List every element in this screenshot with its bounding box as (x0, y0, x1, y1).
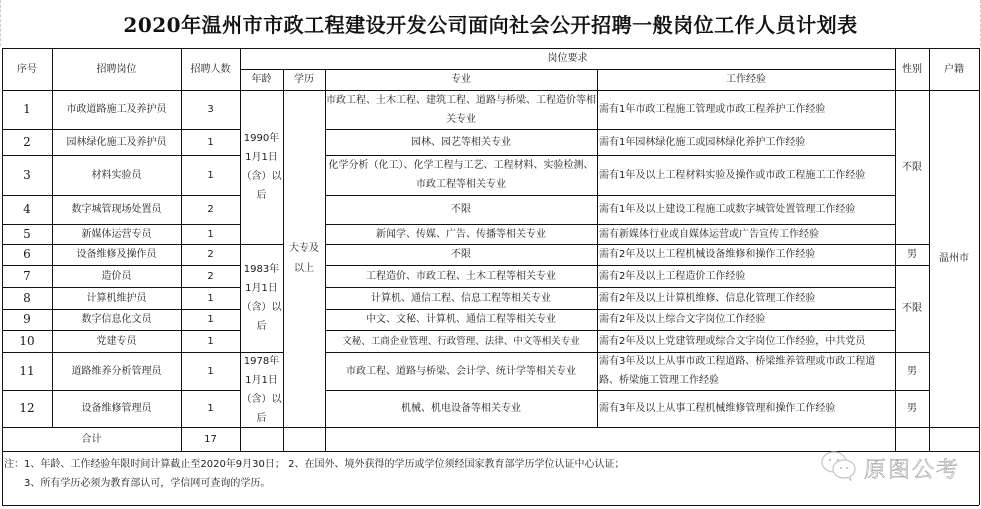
row-9-experience: 需有2年及以上综合文字岗位工作经验 (599, 314, 766, 325)
row-11-count: 1 (207, 365, 214, 377)
row-3-experience: 需有1年及以上工程材料实验及操作或市政工程施工工作经验 (599, 169, 866, 181)
row-12-seq: 12 (19, 401, 35, 415)
row-8-experience: 需有2年及以上计算机维修、信息化管理工作经验 (599, 292, 816, 304)
row-11-experience: 需有3年及以上从事市政工程道路、桥梁维养管理或市政工程道路、桥梁施工管理工作经验 (599, 356, 876, 386)
row-8-seq: 8 (23, 290, 31, 305)
row-11-major: 市政工程、道路与桥梁、会计学、统计学等相关专业 (346, 365, 576, 377)
row-2-count: 1 (207, 136, 214, 148)
row-4-experience: 需有1年及以上建设工程施工或数字城管处置管理工作经验 (599, 204, 856, 215)
row-12-major: 机械、机电设备等相关专业 (401, 403, 521, 414)
row-10-seq: 10 (19, 333, 35, 348)
row-2-major: 园林、园艺等相关专业 (411, 136, 511, 148)
hukou-all: 温州市 (939, 253, 969, 264)
row-12-experience: 需有3年及以上从事工程机械维修管理和操作工作经验 (599, 403, 836, 414)
gender-group-2: 男 (907, 249, 917, 260)
row-11-position: 道路维养分析管理员 (71, 365, 162, 377)
age-group-2: 1983年1月1日（含）以后 (241, 264, 282, 332)
row-5-position: 新媒体运营专员 (81, 228, 152, 240)
note-line-1: 注：1、年龄、工作经验年限时间计算截止至2020年9月30日； 2、在国外、境外获得的学历或学位须经国家教育部学历学位认证中心认证； (4, 459, 625, 470)
row-4-major: 不限 (451, 204, 471, 215)
row-7-major: 工程造价、市政工程、土木工程等相关专业 (366, 270, 556, 282)
row-6-count: 2 (207, 249, 214, 260)
row-10-experience: 需有2年及以上党建管理或综合文字岗位工作经验，中共党员 (599, 335, 866, 347)
header-major: 专业 (451, 74, 471, 85)
row-1-major: 市政工程、土木工程、建筑工程、道路与桥梁、工程造价等相关专业 (326, 94, 596, 125)
row-3-position: 材料实验员 (91, 169, 142, 181)
header-experience: 工作经验 (726, 74, 766, 85)
row-4-position: 数字城管现场处置员 (71, 204, 162, 215)
row-5-major: 新闻学、传媒、广告、传播等相关专业 (376, 228, 546, 240)
row-2-position: 园林绿化施工及养护员 (66, 136, 167, 148)
row-1-position: 市政道路施工及养护员 (66, 104, 167, 115)
header-gender: 性别 (902, 63, 922, 75)
row-9-seq: 9 (23, 312, 31, 326)
row-5-count: 1 (207, 228, 214, 240)
note-line-2: 3、所有学历必须为教育部认可，学信网可查询的学历。 (24, 478, 271, 489)
total-count: 17 (204, 433, 217, 445)
row-8-count: 1 (207, 292, 214, 304)
row-7-experience: 需有2年及以上工程造价工作经验 (599, 270, 746, 282)
table-border-bottom (2, 505, 979, 506)
row-7-count: 2 (207, 270, 214, 282)
header-position: 招聘岗位 (96, 63, 137, 75)
row-3-major: 化学分析（化工）、化学工程与工艺、工程材料、实验检测、市政工程等相关专业 (328, 160, 594, 190)
row-10-position: 党建专员 (96, 335, 137, 347)
row-1-experience: 需有1年市政工程施工管理或市政工程养护工作经验 (599, 104, 826, 115)
row-9-count: 1 (207, 314, 214, 325)
row-3-seq: 3 (23, 167, 31, 182)
table-border-right (979, 48, 980, 505)
row-12-count: 1 (207, 403, 214, 414)
wechat-icon (820, 450, 858, 486)
gender-group-3: 不限 (902, 303, 922, 314)
row-6-experience: 需有2年及以上工程机械设备维修和操作工作经验 (599, 249, 816, 260)
age-group-1: 1990年1月1日（含）以后 (241, 133, 282, 201)
watermark-text: 原图公考 (864, 457, 961, 483)
row-9-major: 中文、文秘、计算机、通信工程等相关专业 (366, 314, 556, 325)
row-3-count: 1 (207, 169, 214, 181)
row-6-seq: 6 (23, 247, 31, 261)
row-10-count: 1 (207, 335, 214, 347)
row-5-seq: 5 (23, 226, 31, 241)
row-12-position: 设备维修管理员 (81, 403, 152, 414)
row-8-position: 计算机维护员 (86, 292, 147, 304)
header-hukou: 户籍 (944, 63, 964, 75)
total-label: 合计 (81, 433, 102, 445)
page-title: 2020年温州市市政工程建设开发公司面向社会公开招聘一般岗位工作人员计划表 (0, 0, 981, 46)
row-11-seq: 11 (19, 363, 35, 378)
row-4-seq: 4 (23, 202, 31, 216)
header-education: 学历 (294, 74, 314, 85)
header-age: 年龄 (251, 74, 272, 85)
row-6-major: 不限 (451, 249, 471, 260)
education-all: 大专及以上 (289, 242, 319, 274)
watermark (820, 450, 960, 486)
age-group-3: 1978年1月1日（含）以后 (241, 355, 282, 424)
header-seq: 序号 (17, 63, 37, 75)
row-4-count: 2 (207, 204, 214, 215)
row-8-major: 计算机、通信工程、信息工程等相关专业 (371, 292, 551, 304)
row-7-seq: 7 (23, 268, 31, 283)
row-10-major: 文秘、工商企业管理、行政管理、法律、中文等相关专业 (342, 335, 580, 347)
gender-group-1: 不限 (902, 161, 922, 173)
row-1-count: 3 (207, 104, 214, 115)
row-2-seq: 2 (23, 134, 31, 149)
row-5-experience: 需有新媒体行业或自媒体运营或广告宣传工作经验 (599, 228, 819, 240)
row-2-experience: 需有1年园林绿化施工或园林绿化养护工作经验 (599, 136, 806, 148)
row-9-position: 数字信息化文员 (81, 314, 152, 325)
row-6-position: 设备维修及操作员 (76, 249, 157, 260)
row-7-position: 造价员 (101, 270, 132, 282)
gender-group-5: 男 (907, 403, 917, 414)
header-requirements: 岗位要求 (547, 53, 588, 64)
header-count: 招聘人数 (190, 63, 231, 75)
gender-group-4: 男 (907, 365, 917, 377)
row-1-seq: 1 (23, 102, 31, 116)
